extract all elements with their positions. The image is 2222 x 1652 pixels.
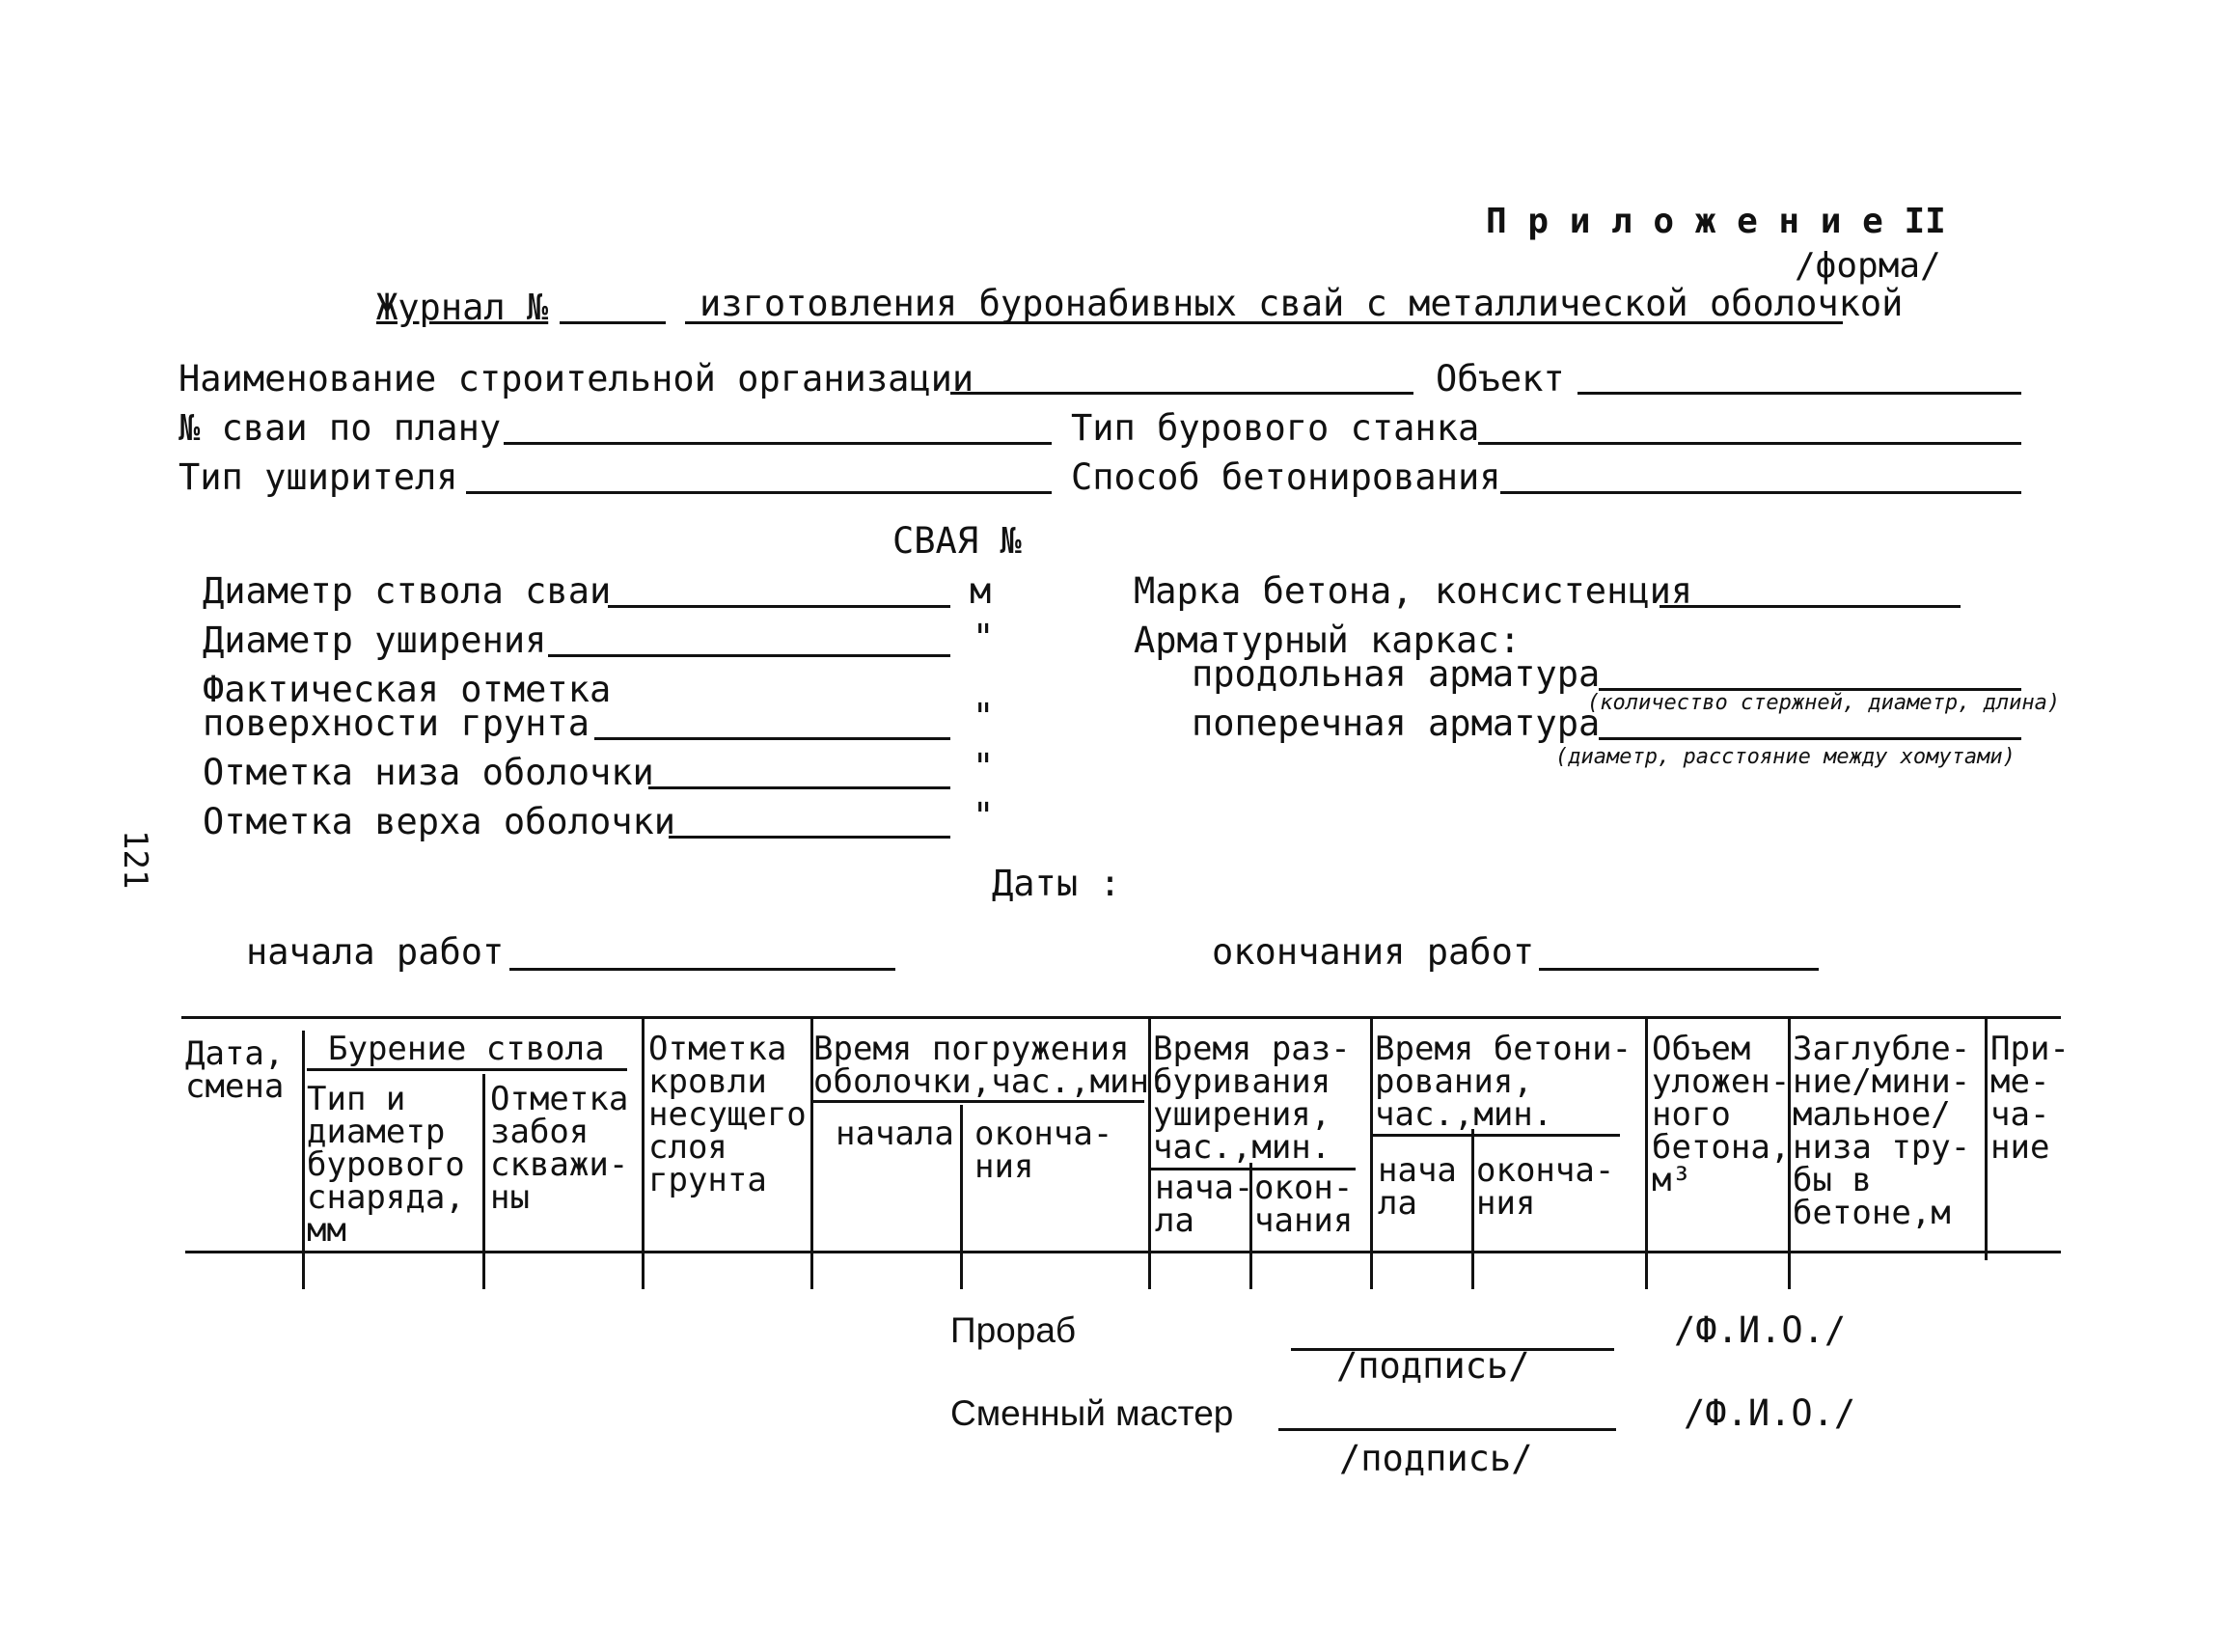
start-date-label: начала работ xyxy=(246,931,505,973)
end-date-label: окончания работ xyxy=(1212,931,1535,973)
col-sink-end-header: оконча- ния xyxy=(974,1115,1113,1186)
col-date-header: Дата, смена xyxy=(185,1034,285,1106)
longitudinal-label: продольная арматура xyxy=(1192,653,1601,695)
shell-top-line[interactable] xyxy=(669,836,950,839)
shell-bottom-line[interactable] xyxy=(648,786,950,789)
col-bottom-header: Отметка забоя скважи- ны xyxy=(490,1080,629,1217)
shift-master-label: Сменный мастер xyxy=(950,1393,1234,1433)
start-date-line[interactable] xyxy=(509,968,895,971)
col-roof-header: Отметка кровли несущего слоя грунта xyxy=(648,1030,807,1199)
shell-top-label: Отметка верха оболочки xyxy=(203,801,676,842)
ditto-mark-3: " xyxy=(973,746,995,787)
concreting-group-underline xyxy=(1373,1134,1620,1137)
reamer-type-field-line[interactable] xyxy=(466,491,1052,494)
shift-master-name-hint: /Ф.И.О./ xyxy=(1684,1392,1856,1434)
col-divider-10 xyxy=(1645,1016,1648,1289)
shell-bottom-label: Отметка низа оболочки xyxy=(203,752,654,793)
col-bit-header: Тип и диаметр бурового снаряда, мм xyxy=(307,1080,465,1250)
object-field-line[interactable] xyxy=(1577,392,2021,395)
journal-title: Журнал № xyxy=(376,287,549,328)
sinking-group-header-1: Время погружения xyxy=(813,1030,1130,1068)
org-label: Наименование строительной организации xyxy=(178,358,974,399)
transverse-line[interactable] xyxy=(1599,737,2021,740)
longitudinal-hint: (количество стержней, диаметр, длина) xyxy=(1587,691,2061,715)
rig-type-field-line[interactable] xyxy=(1478,442,2021,445)
col-ream-start-header: нача- ла xyxy=(1155,1169,1254,1240)
reamer-type-label: Тип уширителя xyxy=(178,456,458,498)
dates-title: Даты : xyxy=(992,863,1121,904)
page-number: 121 xyxy=(116,830,154,890)
transverse-label: поперечная арматура xyxy=(1192,702,1601,744)
col-ream-end-header: окон- чания xyxy=(1254,1169,1354,1240)
cage-label: Арматурный каркас: xyxy=(1134,620,1521,661)
drilling-group-underline xyxy=(307,1068,627,1071)
col-divider-8 xyxy=(1370,1016,1373,1289)
shift-master-signature-line[interactable] xyxy=(1278,1428,1616,1431)
journal-number-line xyxy=(560,321,666,324)
concreting-group-header-1: Время бетони- рования, xyxy=(1375,1030,1632,1101)
table-top-border xyxy=(181,1016,2061,1019)
col-conc-start-header: нача ла xyxy=(1378,1151,1457,1223)
transverse-hint: (диаметр, расстояние между хомутами) xyxy=(1555,745,2016,769)
reamed-diameter-label: Диаметр уширения xyxy=(203,620,547,661)
shaft-diameter-line[interactable] xyxy=(608,605,950,608)
pile-no-field-line[interactable] xyxy=(504,442,1052,445)
journal-subtitle: изготовления буронабивных свай с металлической оболочкой xyxy=(700,283,1904,324)
ditto-mark-2: " xyxy=(973,696,995,737)
shaft-diameter-label: Диаметр ствола сваи xyxy=(203,570,612,612)
concrete-grade-label: Марка бетона, консистенция xyxy=(1134,570,1693,612)
reamed-diameter-line[interactable] xyxy=(548,654,950,657)
pile-title: СВАЯ № xyxy=(892,520,1022,562)
foreman-signature-hint: /подпись/ xyxy=(1336,1345,1530,1387)
ground-level-label-2: поверхности грунта xyxy=(203,702,590,744)
form-label: /форма/ xyxy=(1795,246,1941,286)
drilling-group-header: Бурение ствола xyxy=(328,1030,605,1068)
col-notes-header: При- ме- ча- ние xyxy=(1990,1030,2070,1167)
foreman-name-hint: /Ф.И.О./ xyxy=(1674,1309,1847,1351)
table-header-bottom-border xyxy=(185,1251,2061,1253)
col-conc-end-header: оконча- ния xyxy=(1476,1151,1615,1223)
col-divider-12 xyxy=(1985,1016,1988,1260)
col-volume-header: Объем уложен- ного бетона, м³ xyxy=(1652,1030,1791,1199)
col-divider-2 xyxy=(482,1074,485,1289)
ditto-mark-4: " xyxy=(973,795,995,837)
end-date-line[interactable] xyxy=(1539,968,1819,971)
ground-level-label-1: Фактическая отметка xyxy=(203,669,612,710)
sinking-group-header-2: оболочки,час.,мин. xyxy=(813,1062,1169,1101)
concrete-grade-line[interactable] xyxy=(1660,605,1961,608)
col-sink-start-header: начала xyxy=(836,1115,954,1153)
col-divider-1 xyxy=(302,1031,305,1289)
pile-no-label: № сваи по плану xyxy=(178,407,502,449)
col-depth-header: Заглубле- ние/мини- мальное/ низа тру- бы в бетоне,м xyxy=(1793,1030,1971,1232)
shift-master-signature-hint: /подпись/ xyxy=(1339,1438,1533,1479)
ground-level-line[interactable] xyxy=(594,737,950,740)
unit-m: м xyxy=(970,570,992,612)
org-field-line[interactable] xyxy=(950,392,1413,395)
subtitle-underline xyxy=(685,321,1843,324)
concreting-field-line[interactable] xyxy=(1500,491,2021,494)
foreman-label: Прораб xyxy=(950,1310,1077,1350)
object-label: Объект xyxy=(1436,358,1565,399)
col-divider-9 xyxy=(1471,1129,1474,1289)
appendix-label: П р и л о ж е н и е II xyxy=(1486,202,1946,241)
concreting-label: Способ бетонирования xyxy=(1071,456,1501,498)
rig-type-label: Тип бурового станка xyxy=(1071,407,1480,449)
reaming-group-header: Время раз- буривания уширения, час.,мин. xyxy=(1153,1030,1351,1167)
concreting-group-header-2: час.,мин. xyxy=(1375,1095,1553,1134)
col-divider-5 xyxy=(960,1105,963,1289)
ditto-mark-1: " xyxy=(973,617,995,658)
col-divider-3 xyxy=(642,1016,645,1289)
col-divider-6 xyxy=(1148,1016,1151,1289)
